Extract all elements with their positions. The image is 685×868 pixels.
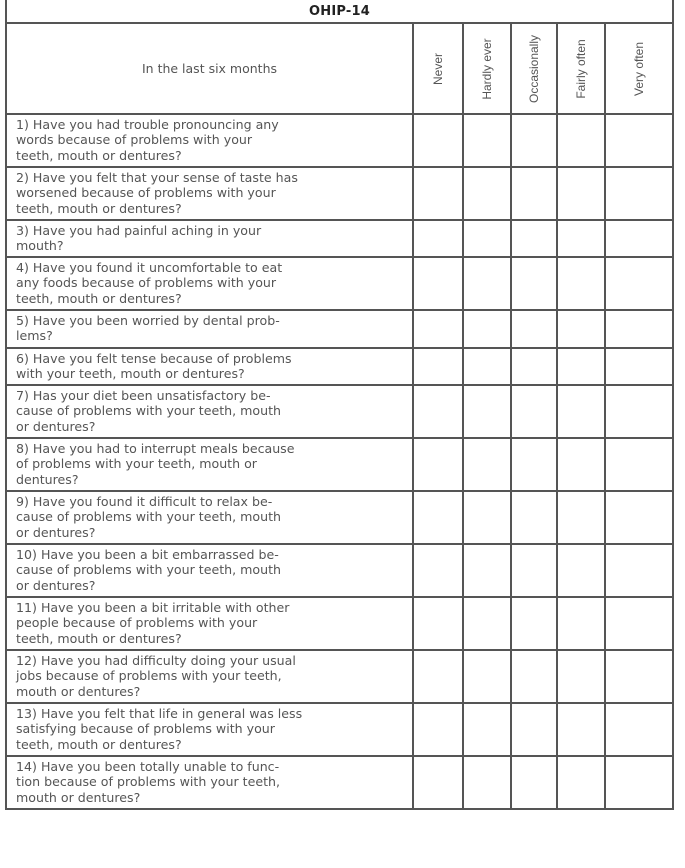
answer-cell-fairly-often[interactable]: [557, 385, 605, 438]
question-line: 7) Has your diet been unsatisfactory be-: [16, 388, 271, 403]
answer-cell-fairly-often[interactable]: [557, 348, 605, 385]
answer-cell-very-often[interactable]: [605, 220, 673, 257]
option-label: Hardly ever: [480, 37, 494, 100]
answer-cell-hardly-ever[interactable]: [463, 310, 511, 348]
question-text: [6, 756, 413, 809]
table-row: [6, 544, 673, 597]
answer-cell-never[interactable]: [413, 167, 463, 220]
answer-cell-very-often[interactable]: [605, 491, 673, 544]
option-header-fairly-often: [557, 23, 605, 114]
question-line: 12) Have you had difficulty doing your usual: [16, 653, 296, 668]
answer-cell-hardly-ever[interactable]: [463, 544, 511, 597]
answer-cell-never[interactable]: [413, 756, 463, 809]
answer-cell-fairly-often[interactable]: [557, 114, 605, 167]
question-line: words because of problems with your: [16, 132, 253, 148]
answer-cell-fairly-often[interactable]: [557, 167, 605, 220]
ohip14-questionnaire: [5, 0, 672, 810]
answer-cell-occasionally[interactable]: [511, 650, 557, 703]
question-line: 1) Have you had trouble pronouncing any: [16, 117, 279, 132]
option-header-hardly-ever: [463, 23, 511, 114]
answer-cell-very-often[interactable]: [605, 167, 673, 220]
answer-cell-never[interactable]: [413, 220, 463, 257]
option-header-never: [413, 23, 463, 114]
table-row: [6, 438, 673, 491]
question-line: or dentures?: [16, 577, 96, 593]
answer-cell-very-often[interactable]: [605, 597, 673, 650]
answer-cell-occasionally[interactable]: [511, 167, 557, 220]
question-line: mouth or dentures?: [16, 683, 141, 699]
answer-cell-hardly-ever[interactable]: [463, 703, 511, 756]
answer-cell-fairly-often[interactable]: [557, 597, 605, 650]
answer-cell-never[interactable]: [413, 703, 463, 756]
answer-cell-very-often[interactable]: [605, 114, 673, 167]
question-line: dentures?: [16, 471, 79, 487]
header-row: [6, 23, 673, 114]
table-row: [6, 650, 673, 703]
option-label: Never: [431, 52, 445, 85]
answer-cell-occasionally[interactable]: [511, 491, 557, 544]
question-line: cause of problems with your teeth, mouth: [16, 509, 282, 525]
answer-cell-occasionally[interactable]: [511, 385, 557, 438]
answer-cell-occasionally[interactable]: [511, 756, 557, 809]
question-line: lems?: [16, 328, 53, 344]
table-row: [6, 385, 673, 438]
table-row: [6, 756, 673, 809]
answer-cell-very-often[interactable]: [605, 756, 673, 809]
question-line: or dentures?: [16, 418, 96, 434]
question-line: 5) Have you been worried by dental prob-: [16, 313, 280, 328]
questionnaire-table: [5, 0, 674, 810]
option-label: Fairly often: [574, 38, 588, 99]
answer-cell-fairly-often[interactable]: [557, 310, 605, 348]
question-line: mouth or dentures?: [16, 789, 141, 805]
question-line: worsened because of problems with your: [16, 185, 276, 201]
table-row: [6, 257, 673, 310]
answer-cell-very-often[interactable]: [605, 257, 673, 310]
question-line: people because of problems with your: [16, 615, 258, 631]
table-row: [6, 310, 673, 348]
answer-cell-fairly-often[interactable]: [557, 756, 605, 809]
question-text: [6, 385, 413, 438]
answer-cell-occasionally[interactable]: [511, 597, 557, 650]
question-line: 6) Have you felt tense because of problems: [16, 351, 292, 366]
option-header-very-often: [605, 23, 673, 114]
answer-cell-very-often[interactable]: [605, 385, 673, 438]
option-label: Very often: [632, 41, 647, 96]
answer-cell-hardly-ever[interactable]: [463, 348, 511, 385]
table-row: [6, 114, 673, 167]
question-line: of problems with your teeth, mouth or: [16, 456, 257, 472]
answer-cell-hardly-ever[interactable]: [463, 756, 511, 809]
question-line: teeth, mouth or dentures?: [16, 147, 182, 163]
answer-cell-hardly-ever[interactable]: [463, 438, 511, 491]
question-text: [6, 348, 413, 385]
answer-cell-never[interactable]: [413, 491, 463, 544]
answer-cell-never[interactable]: [413, 310, 463, 348]
question-line: 13) Have you felt that life in general was less: [16, 706, 303, 721]
answer-cell-occasionally[interactable]: [511, 310, 557, 348]
question-text: [6, 310, 413, 348]
answer-cell-hardly-ever[interactable]: [463, 114, 511, 167]
table-row: [6, 167, 673, 220]
answer-cell-never[interactable]: [413, 114, 463, 167]
question-line: 2) Have you felt that your sense of taste has: [16, 170, 298, 185]
answer-cell-very-often[interactable]: [605, 544, 673, 597]
question-text: [6, 544, 413, 597]
question-line: 3) Have you had painful aching in your: [16, 223, 262, 238]
question-line: cause of problems with your teeth, mouth: [16, 562, 282, 578]
answer-cell-never[interactable]: [413, 348, 463, 385]
question-line: teeth, mouth or dentures?: [16, 290, 182, 306]
question-line: 8) Have you had to interrupt meals because: [16, 441, 295, 456]
answer-cell-occasionally[interactable]: [511, 703, 557, 756]
answer-cell-fairly-often[interactable]: [557, 257, 605, 310]
answer-cell-occasionally[interactable]: [511, 438, 557, 491]
answer-cell-very-often[interactable]: [605, 650, 673, 703]
answer-cell-hardly-ever[interactable]: [463, 491, 511, 544]
question-line: mouth?: [16, 238, 64, 254]
answer-cell-occasionally[interactable]: [511, 220, 557, 257]
answer-cell-never[interactable]: [413, 544, 463, 597]
answer-cell-hardly-ever[interactable]: [463, 257, 511, 310]
question-text: [6, 650, 413, 703]
answer-cell-occasionally[interactable]: [511, 544, 557, 597]
question-text: [6, 220, 413, 257]
question-line: with your teeth, mouth or dentures?: [16, 366, 245, 382]
question-line: any foods because of problems with your: [16, 275, 277, 291]
answer-cell-never[interactable]: [413, 385, 463, 438]
answer-cell-very-often[interactable]: [605, 438, 673, 491]
question-text: [6, 438, 413, 491]
question-text: [6, 167, 413, 220]
question-line: 10) Have you been a bit embarrassed be-: [16, 547, 279, 562]
question-line: 4) Have you found it uncomfortable to eat: [16, 260, 283, 275]
question-line: 14) Have you been totally unable to func-: [16, 759, 280, 774]
question-line: tion because of problems with your teeth,: [16, 774, 281, 790]
answer-cell-fairly-often[interactable]: [557, 703, 605, 756]
answer-cell-hardly-ever[interactable]: [463, 385, 511, 438]
question-line: 9) Have you found it difficult to relax be-: [16, 494, 273, 509]
question-line: teeth, mouth or dentures?: [16, 736, 182, 752]
answer-cell-never[interactable]: [413, 597, 463, 650]
answer-cell-occasionally[interactable]: [511, 114, 557, 167]
question-line: teeth, mouth or dentures?: [16, 200, 182, 216]
answer-cell-hardly-ever[interactable]: [463, 650, 511, 703]
answer-cell-hardly-ever[interactable]: [463, 220, 511, 257]
answer-cell-fairly-often[interactable]: [557, 491, 605, 544]
table-row: [6, 703, 673, 756]
option-header-occasionally: [511, 23, 557, 114]
question-line: or dentures?: [16, 524, 96, 540]
answer-cell-fairly-often[interactable]: [557, 220, 605, 257]
answer-cell-very-often[interactable]: [605, 310, 673, 348]
question-text: [6, 114, 413, 167]
table-row: [6, 597, 673, 650]
title-row: [6, 0, 673, 23]
answer-cell-occasionally[interactable]: [511, 348, 557, 385]
answer-cell-fairly-often[interactable]: [557, 438, 605, 491]
question-text: [6, 703, 413, 756]
answer-cell-never[interactable]: [413, 650, 463, 703]
question-text: [6, 597, 413, 650]
question-line: 11) Have you been a bit irritable with other: [16, 600, 290, 615]
question-text: [6, 491, 413, 544]
question-line: teeth, mouth or dentures?: [16, 630, 182, 646]
answer-cell-fairly-often[interactable]: [557, 650, 605, 703]
questions-body: [6, 114, 673, 809]
answer-cell-very-often[interactable]: [605, 348, 673, 385]
question-line: satisfying because of problems with your: [16, 721, 275, 737]
question-text: [6, 257, 413, 310]
question-line: jobs because of problems with your teeth,: [16, 668, 282, 684]
question-line: cause of problems with your teeth, mouth: [16, 403, 282, 419]
answer-cell-occasionally[interactable]: [511, 257, 557, 310]
answer-cell-hardly-ever[interactable]: [463, 597, 511, 650]
table-title: OHIP-14: [6, 0, 673, 23]
table-row: [6, 220, 673, 257]
question-column-header: In the last six months: [6, 23, 413, 114]
table-row: [6, 491, 673, 544]
answer-cell-never[interactable]: [413, 257, 463, 310]
table-row: [6, 348, 673, 385]
answer-cell-very-often[interactable]: [605, 703, 673, 756]
answer-cell-hardly-ever[interactable]: [463, 167, 511, 220]
option-label: Occasionally: [527, 34, 541, 103]
answer-cell-fairly-often[interactable]: [557, 544, 605, 597]
answer-cell-never[interactable]: [413, 438, 463, 491]
